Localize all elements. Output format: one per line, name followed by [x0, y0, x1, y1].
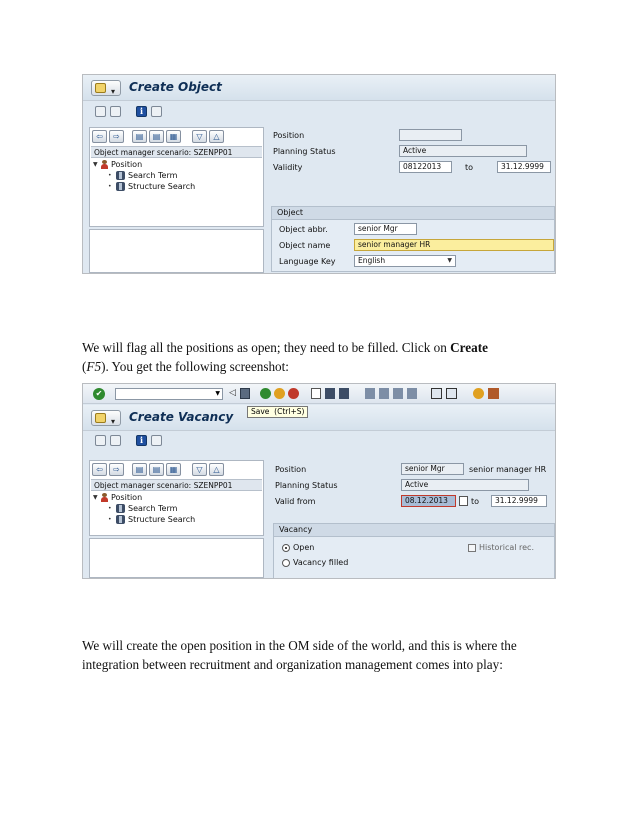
expand-icon[interactable]: △	[209, 130, 224, 143]
create-keyword: Create	[450, 340, 488, 355]
system-toolbar	[83, 384, 555, 404]
create-object-screenshot	[82, 74, 556, 274]
planning-status-label: Planning Status	[275, 481, 338, 490]
dropdown-arrow-icon: ▼	[215, 390, 220, 397]
position-label: Position	[273, 131, 305, 140]
menu-button[interactable]: ▾	[91, 80, 121, 96]
prev-icon[interactable]: ◁	[229, 388, 236, 398]
table-icon[interactable]: ▦	[166, 130, 181, 143]
application-toolbar	[83, 432, 555, 450]
vacancy-group	[273, 523, 555, 579]
tree-node-search-term[interactable]: • Search Term	[108, 171, 178, 180]
table-icon[interactable]: ▦	[166, 463, 181, 476]
instruction-paragraph: We will flag all the positions as open; they need to be filled. Click on Create (F5). You get the following screenshot:	[82, 340, 488, 374]
exit-icon[interactable]	[274, 388, 285, 399]
calendar-icon[interactable]	[459, 496, 468, 506]
object-manager-toolbar	[92, 130, 261, 144]
vacancy-filled-radio[interactable]	[282, 558, 348, 567]
first-page-icon[interactable]	[365, 388, 375, 399]
document-icon[interactable]	[110, 106, 121, 117]
historical-record-label: Historical rec.	[479, 543, 534, 552]
tree-node-structure-search[interactable]: • Structure Search	[108, 182, 196, 191]
scenario-label: Object manager scenario: SZENPP01	[91, 146, 262, 158]
object-name-label: Object name	[279, 241, 331, 250]
valid-to-field[interactable]: 31.12.9999	[491, 495, 547, 507]
tree-node-label: Structure Search	[128, 515, 196, 524]
collapse-icon[interactable]: ▽	[192, 130, 207, 143]
menu-icon	[95, 83, 106, 93]
nav-forward-icon[interactable]: ⇨	[109, 130, 124, 143]
hitlist-icon[interactable]: ▤	[132, 463, 147, 476]
to-label: to	[465, 163, 474, 172]
binoculars-icon	[116, 182, 125, 191]
prev-page-icon[interactable]	[379, 388, 389, 399]
validity-to-field[interactable]: 31.12.9999	[497, 161, 551, 173]
tree-node-position[interactable]	[93, 160, 142, 169]
object-abbr-label: Object abbr.	[279, 225, 328, 234]
customize-layout-icon[interactable]	[488, 388, 499, 399]
language-key-value: English	[358, 256, 386, 265]
expand-triangle-icon: ▼	[93, 494, 98, 501]
radio-selected-icon	[282, 544, 290, 552]
object-group-title: Object	[272, 207, 554, 220]
screen-title: Create Vacancy	[129, 410, 234, 424]
object-abbr-field[interactable]: senior Mgr	[354, 223, 417, 235]
radio-empty-icon	[282, 559, 290, 567]
tree-node-label: Search Term	[128, 504, 178, 513]
object-manager-toolbar	[92, 463, 261, 477]
expand-icon[interactable]: △	[209, 463, 224, 476]
object-manager-pane	[89, 127, 264, 227]
title-bar	[83, 405, 555, 431]
binoculars-icon	[116, 504, 125, 513]
checkbox-icon	[468, 544, 476, 552]
settings-icon[interactable]	[151, 106, 162, 117]
binoculars-icon	[116, 171, 125, 180]
language-key-dropdown[interactable]	[354, 255, 456, 267]
f5-keyword: F5	[86, 359, 102, 374]
expand-triangle-icon: ▼	[93, 161, 98, 168]
valid-from-label: Valid from	[275, 497, 316, 506]
screen-title: Create Object	[129, 80, 222, 94]
integration-paragraph: We will create the open position in the OM side of the world, and this is where the integration between recruitment and organization management comes into play:	[82, 638, 517, 672]
tree-node-search-term[interactable]: • Search Term	[108, 504, 178, 513]
create-vacancy-screenshot	[82, 383, 556, 579]
object-group	[271, 206, 555, 272]
object-name-field[interactable]: senior manager HR	[354, 239, 554, 251]
save-tooltip: Save (Ctrl+S)	[247, 406, 308, 418]
nav-back-icon[interactable]: ⇦	[92, 130, 107, 143]
binoculars-icon	[116, 515, 125, 524]
next-page-icon[interactable]	[393, 388, 403, 399]
to-label: to	[471, 497, 480, 506]
command-field[interactable]	[115, 388, 223, 400]
nav-forward-icon[interactable]: ⇨	[109, 463, 124, 476]
menu-button[interactable]: ▾	[91, 410, 121, 426]
collapse-icon[interactable]: ▽	[192, 463, 207, 476]
application-toolbar	[83, 103, 555, 121]
position-icon	[101, 160, 108, 169]
position-abbr-field[interactable]: senior Mgr	[401, 463, 464, 475]
info-icon[interactable]: i	[136, 106, 147, 117]
save-icon[interactable]	[240, 388, 250, 399]
new-session-icon[interactable]	[431, 388, 442, 399]
tree-node-label: Position	[111, 160, 143, 169]
list-icon[interactable]: ▤	[149, 463, 164, 476]
help-icon[interactable]	[473, 388, 484, 399]
find-icon[interactable]	[325, 388, 335, 399]
tree-node-label: Position	[111, 493, 143, 502]
position-field[interactable]	[399, 129, 462, 141]
position-name-text: senior manager HR	[469, 465, 547, 474]
back-icon[interactable]	[260, 388, 271, 399]
tree-node-label: Search Term	[128, 171, 178, 180]
cancel-icon[interactable]	[288, 388, 299, 399]
hitlist-icon[interactable]: ▤	[132, 130, 147, 143]
scenario-label: Object manager scenario: SZENPP01	[91, 479, 262, 491]
position-icon	[101, 493, 108, 502]
vacancy-group-title: Vacancy	[274, 524, 554, 537]
dropdown-arrow-icon: ▼	[447, 257, 452, 264]
hit-list-pane	[89, 538, 264, 578]
list-icon[interactable]: ▤	[149, 130, 164, 143]
menu-icon	[95, 413, 106, 423]
back-icon[interactable]	[95, 106, 106, 117]
title-bar	[83, 75, 555, 101]
planning-status-field[interactable]: Active	[399, 145, 527, 157]
find-next-icon[interactable]	[339, 388, 349, 399]
planning-status-label: Planning Status	[273, 147, 336, 156]
language-key-label: Language Key	[279, 257, 336, 266]
object-manager-pane	[89, 460, 264, 536]
planning-status-field[interactable]: Active	[401, 479, 529, 491]
vacancy-filled-label: Vacancy filled	[293, 558, 349, 567]
open-label: Open	[293, 543, 315, 552]
enter-icon[interactable]: ✔	[93, 388, 105, 400]
tree-node-structure-search[interactable]: • Structure Search	[108, 515, 196, 524]
historical-record-checkbox[interactable]	[468, 543, 534, 552]
position-label: Position	[275, 465, 307, 474]
validity-from-field[interactable]: 08122013	[399, 161, 452, 173]
shortcut-icon[interactable]	[446, 388, 457, 399]
document-icon[interactable]	[110, 435, 121, 446]
validity-label: Validity	[273, 163, 303, 172]
settings-icon[interactable]	[151, 435, 162, 446]
nav-back-icon[interactable]: ⇦	[92, 463, 107, 476]
back-icon[interactable]	[95, 435, 106, 446]
info-icon[interactable]: i	[136, 435, 147, 446]
print-icon[interactable]	[311, 388, 321, 399]
hit-list-pane	[89, 229, 264, 273]
last-page-icon[interactable]	[407, 388, 417, 399]
valid-from-field[interactable]: 08.12.2013	[401, 495, 456, 507]
tree-node-label: Structure Search	[128, 182, 196, 191]
open-radio[interactable]	[282, 543, 314, 552]
tree-node-position[interactable]	[93, 493, 142, 502]
